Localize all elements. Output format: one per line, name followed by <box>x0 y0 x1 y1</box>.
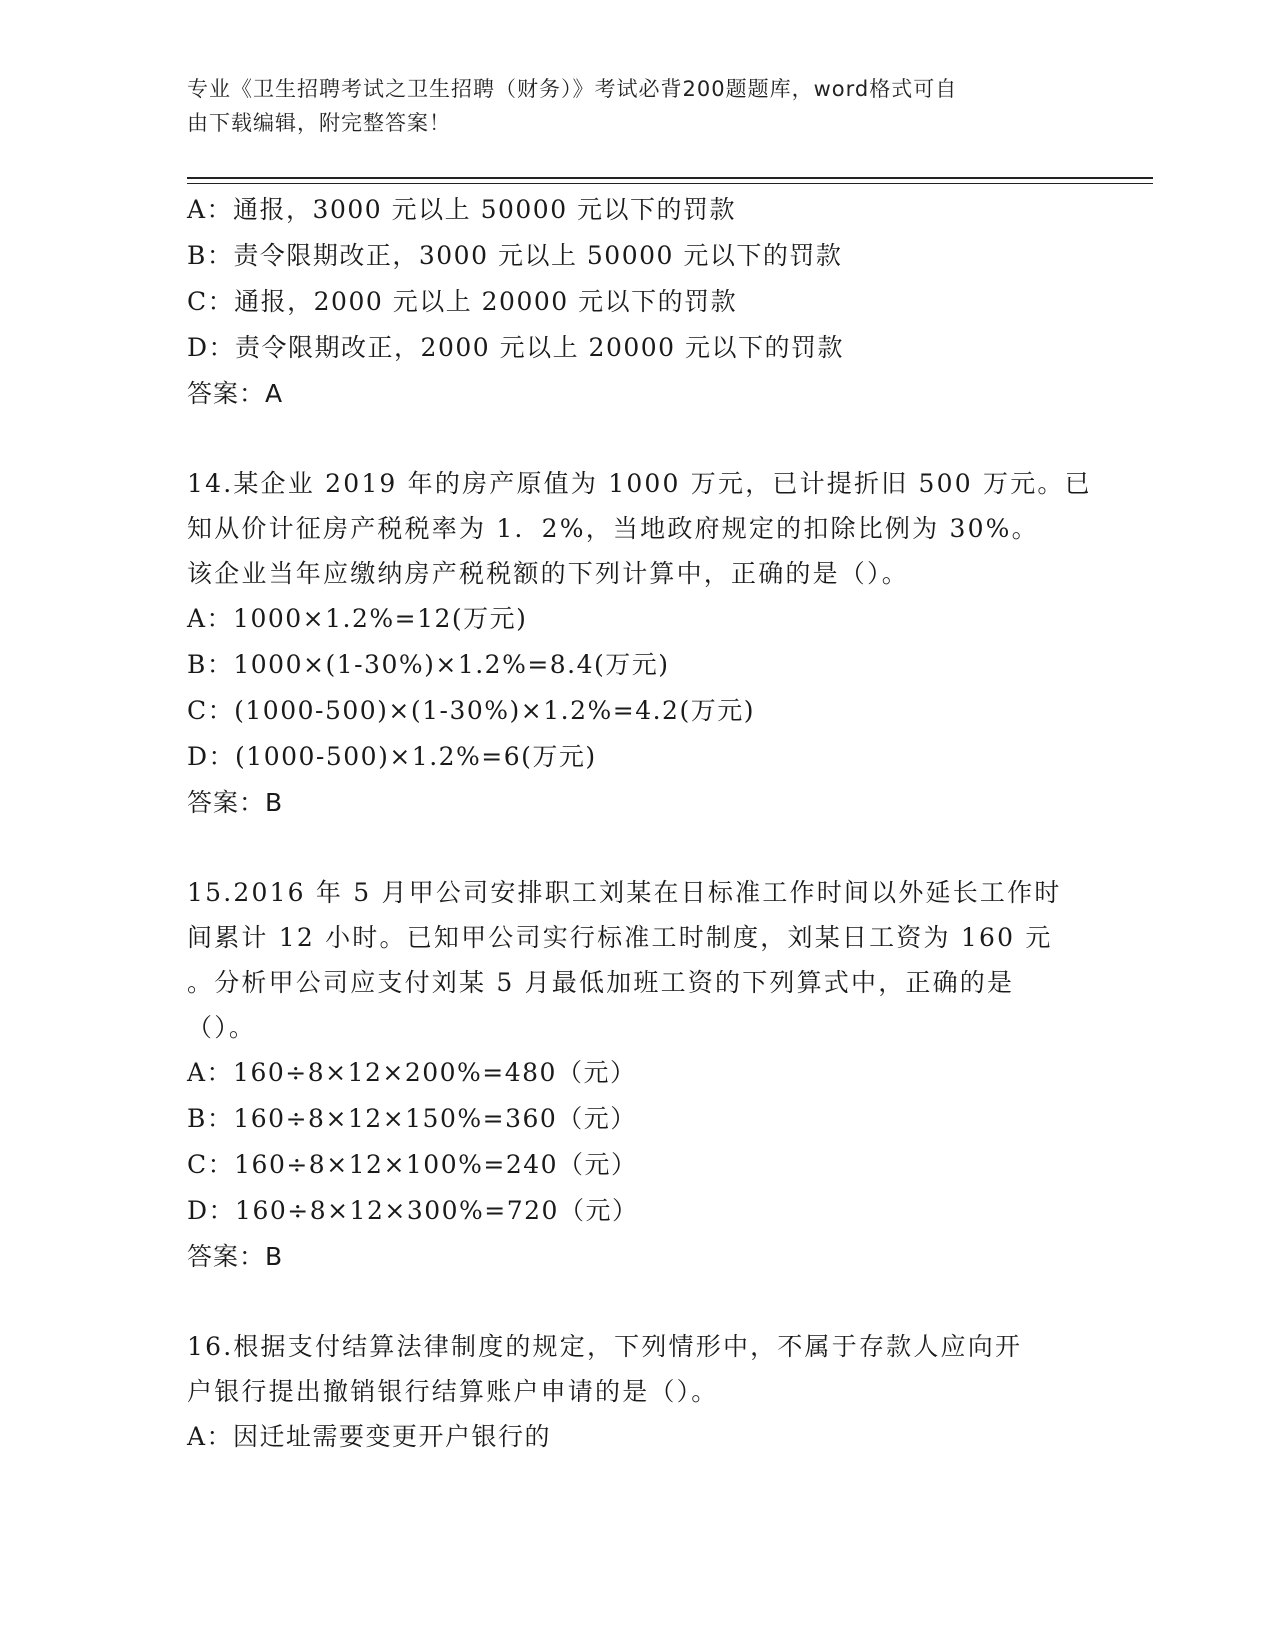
option-a: A：因迁址需要变更开户银行的 <box>187 1422 552 1451</box>
question-text-line: 。分析甲公司应支付刘某 5 月最低加班工资的下列算式中，正确的是 <box>187 968 1015 997</box>
question-text-line: 14.某企业 2019 年的房产原值为 1000 万元，已计提折旧 500 万元。已 <box>187 469 1092 498</box>
option-b: B：1000×(1-30%)×1.2%=8.4(万元) <box>187 650 670 679</box>
answer: 答案：B <box>187 1242 284 1271</box>
question-text-line: 户银行提出撤销银行结算账户申请的是（）。 <box>187 1377 719 1406</box>
question-text-line: 知从价计征房产税税率为 1．2%，当地政府规定的扣除比例为 30%。 <box>187 514 1039 543</box>
header-rule-thin <box>187 183 1153 184</box>
spacer <box>187 826 1087 870</box>
answer: 答案：B <box>187 788 284 817</box>
question-text-line: （）。 <box>187 1013 257 1042</box>
header-rule-thick <box>187 177 1153 179</box>
question-15 <box>187 870 1087 1280</box>
option-d: D：(1000-500)×1.2%=6(万元) <box>187 742 597 771</box>
question-16 <box>187 1324 1087 1460</box>
option-c: C：通报，2000 元以上 20000 元以下的罚款 <box>187 287 738 316</box>
question-content <box>187 187 1092 1460</box>
answer: 答案：A <box>187 379 284 408</box>
question-14 <box>187 461 1092 826</box>
option-d: D：责令限期改正，2000 元以上 20000 元以下的罚款 <box>187 333 845 362</box>
header-line-1: 专业《卫生招聘考试之卫生招聘（财务）》考试必背200题题库，word格式可自 <box>187 77 958 101</box>
option-b: B：160÷8×12×150%=360（元） <box>187 1104 637 1133</box>
option-a: A：1000×1.2%=12(万元) <box>187 604 528 633</box>
option-c: C：(1000-500)×(1-30%)×1.2%=4.2(万元) <box>187 696 755 725</box>
spacer <box>187 417 1087 461</box>
option-d: D：160÷8×12×300%=720（元） <box>187 1196 639 1225</box>
question-text-line: 16.根据支付结算法律制度的规定，下列情形中，不属于存款人应向开 <box>187 1332 1023 1361</box>
spacer <box>187 1280 1087 1324</box>
option-b: B：责令限期改正，3000 元以上 50000 元以下的罚款 <box>187 241 843 270</box>
question-text-line: 间累计 12 小时。已知甲公司实行标准工时制度，刘某日工资为 160 元 <box>187 923 1053 952</box>
document-header <box>187 72 1067 140</box>
question-text-line: 该企业当年应缴纳房产税税额的下列计算中，正确的是（）。 <box>187 559 909 588</box>
option-a: A：160÷8×12×200%=480（元） <box>187 1058 637 1087</box>
option-a: A：通报，3000 元以上 50000 元以下的罚款 <box>187 195 737 224</box>
question-text-line: 15.2016 年 5 月甲公司安排职工刘某在日标准工作时间以外延长工作时 <box>187 878 1062 907</box>
option-c: C：160÷8×12×100%=240（元） <box>187 1150 638 1179</box>
question-13 <box>187 187 1087 417</box>
header-line-2: 由下载编辑，附完整答案！ <box>187 111 451 135</box>
